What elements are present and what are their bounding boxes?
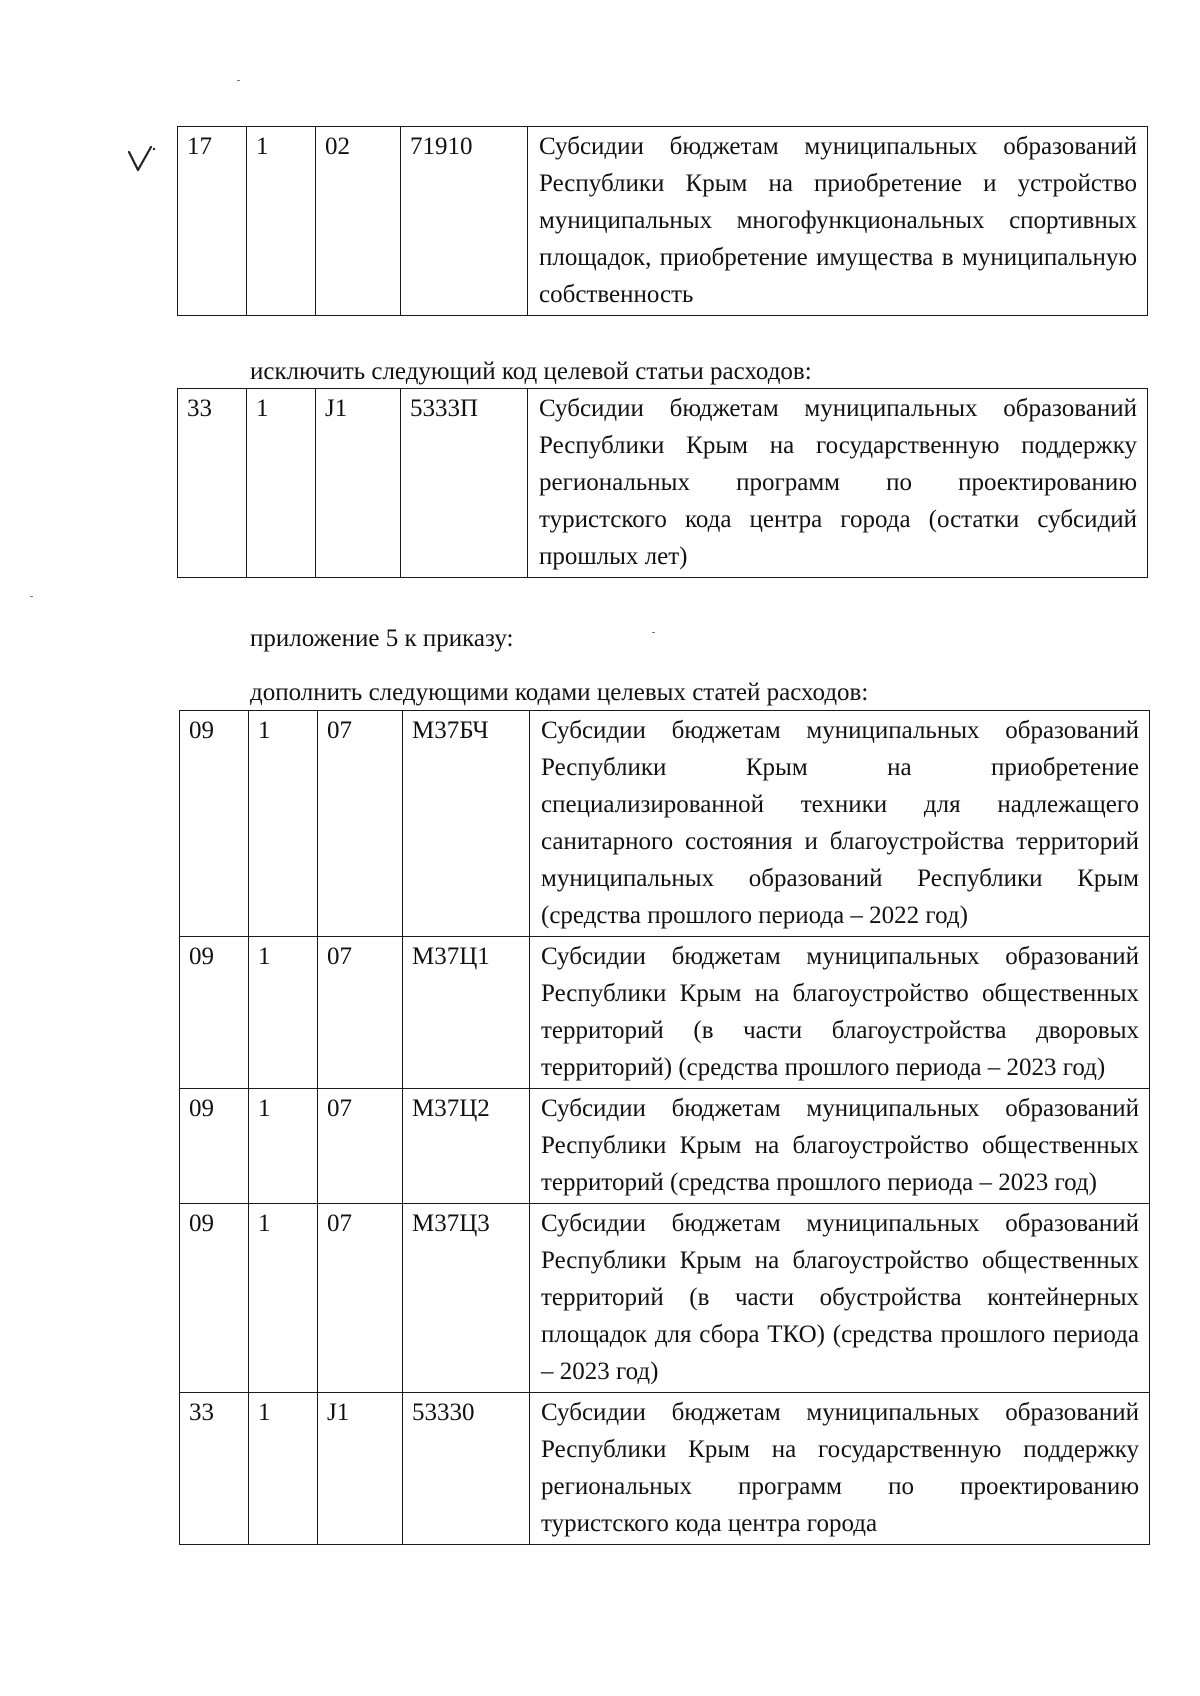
description-cell: Субсидии бюджетам муниципальных образований Республики Крым на государственную поддержку региональных программ по проектированию туристского кода центра города xyxy=(530,1393,1150,1545)
code-cell-activity: 07 xyxy=(318,711,403,937)
code-cell-subprogram: 1 xyxy=(247,389,316,578)
code-cell-direction: 5333П xyxy=(401,389,528,578)
code-cell-subprogram: 1 xyxy=(247,127,316,316)
code-cell-program: 33 xyxy=(178,389,247,578)
code-cell-program: 09 xyxy=(180,1089,249,1204)
code-cell-activity: J1 xyxy=(316,389,401,578)
code-cell-direction: М37БЧ xyxy=(403,711,530,937)
paragraph-annex: приложение 5 к приказу: xyxy=(250,625,514,652)
code-cell-program: 09 xyxy=(180,1204,249,1393)
scan-speck xyxy=(237,80,240,81)
code-table-top xyxy=(177,126,1148,316)
code-cell-activity: 02 xyxy=(316,127,401,316)
description-cell: Субсидии бюджетам муниципальных образований Республики Крым на благоустройство общественных территорий (в части обустройства контейнерных площадок для сбора ТКО) (средства прошлого периода – 2023 год) xyxy=(530,1204,1150,1393)
table-row xyxy=(178,389,1148,578)
description-cell: Субсидии бюджетам муниципальных образований Республики Крым на благоустройство общественных территорий (средства прошлого периода – 2023 год) xyxy=(530,1089,1150,1204)
table-row xyxy=(180,937,1150,1089)
code-cell-activity: 07 xyxy=(318,937,403,1089)
code-cell-activity: 07 xyxy=(318,1089,403,1204)
code-table-add xyxy=(179,710,1150,1545)
description-cell: Субсидии бюджетам муниципальных образований Республики Крым на приобретение специализированной техники для надлежащего санитарного состояния и благоустройства территорий муниципальных образований Республики Крым (средства прошлого периода – 2022 год) xyxy=(530,711,1150,937)
code-cell-program: 17 xyxy=(178,127,247,316)
table-row xyxy=(180,1204,1150,1393)
table-row xyxy=(180,711,1150,937)
code-cell-subprogram: 1 xyxy=(249,1089,318,1204)
code-cell-direction: 71910 xyxy=(401,127,528,316)
code-cell-program: 33 xyxy=(180,1393,249,1545)
code-cell-subprogram: 1 xyxy=(249,1393,318,1545)
code-cell-program: 09 xyxy=(180,711,249,937)
paragraph-exclude: исключить следующий код целевой статьи расходов: xyxy=(250,358,812,385)
code-cell-subprogram: 1 xyxy=(249,1204,318,1393)
scan-speck xyxy=(30,596,33,597)
code-cell-subprogram: 1 xyxy=(249,711,318,937)
checkmark-icon xyxy=(127,143,157,173)
scan-speck xyxy=(652,632,655,633)
code-cell-program: 09 xyxy=(180,937,249,1089)
code-table-body xyxy=(180,711,1150,1545)
code-table-exclude xyxy=(177,388,1148,578)
code-cell-direction: 53330 xyxy=(403,1393,530,1545)
code-cell-direction: М37Ц3 xyxy=(403,1204,530,1393)
code-cell-activity: J1 xyxy=(318,1393,403,1545)
code-cell-direction: М37Ц1 xyxy=(403,937,530,1089)
paragraph-add: дополнить следующими кодами целевых статей расходов: xyxy=(250,679,869,706)
table-row xyxy=(178,127,1148,316)
description-cell: Субсидии бюджетам муниципальных образований Республики Крым на благоустройство общественных территорий (в части благоустройства дворовых территорий) (средства прошлого периода – 2023 год) xyxy=(530,937,1150,1089)
code-cell-subprogram: 1 xyxy=(249,937,318,1089)
code-cell-direction: М37Ц2 xyxy=(403,1089,530,1204)
description-cell: Субсидии бюджетам муниципальных образований Республики Крым на приобретение и устройство муниципальных многофункциональных спортивных площадок, приобретение имущества в муниципальную собственность xyxy=(528,127,1148,316)
table-row xyxy=(180,1089,1150,1204)
description-cell: Субсидии бюджетам муниципальных образований Республики Крым на государственную поддержку региональных программ по проектированию туристского кода центра города (остатки субсидий прошлых лет) xyxy=(528,389,1148,578)
table-row xyxy=(180,1393,1150,1545)
code-cell-activity: 07 xyxy=(318,1204,403,1393)
code-table-body xyxy=(178,389,1148,578)
code-table-body xyxy=(178,127,1148,316)
